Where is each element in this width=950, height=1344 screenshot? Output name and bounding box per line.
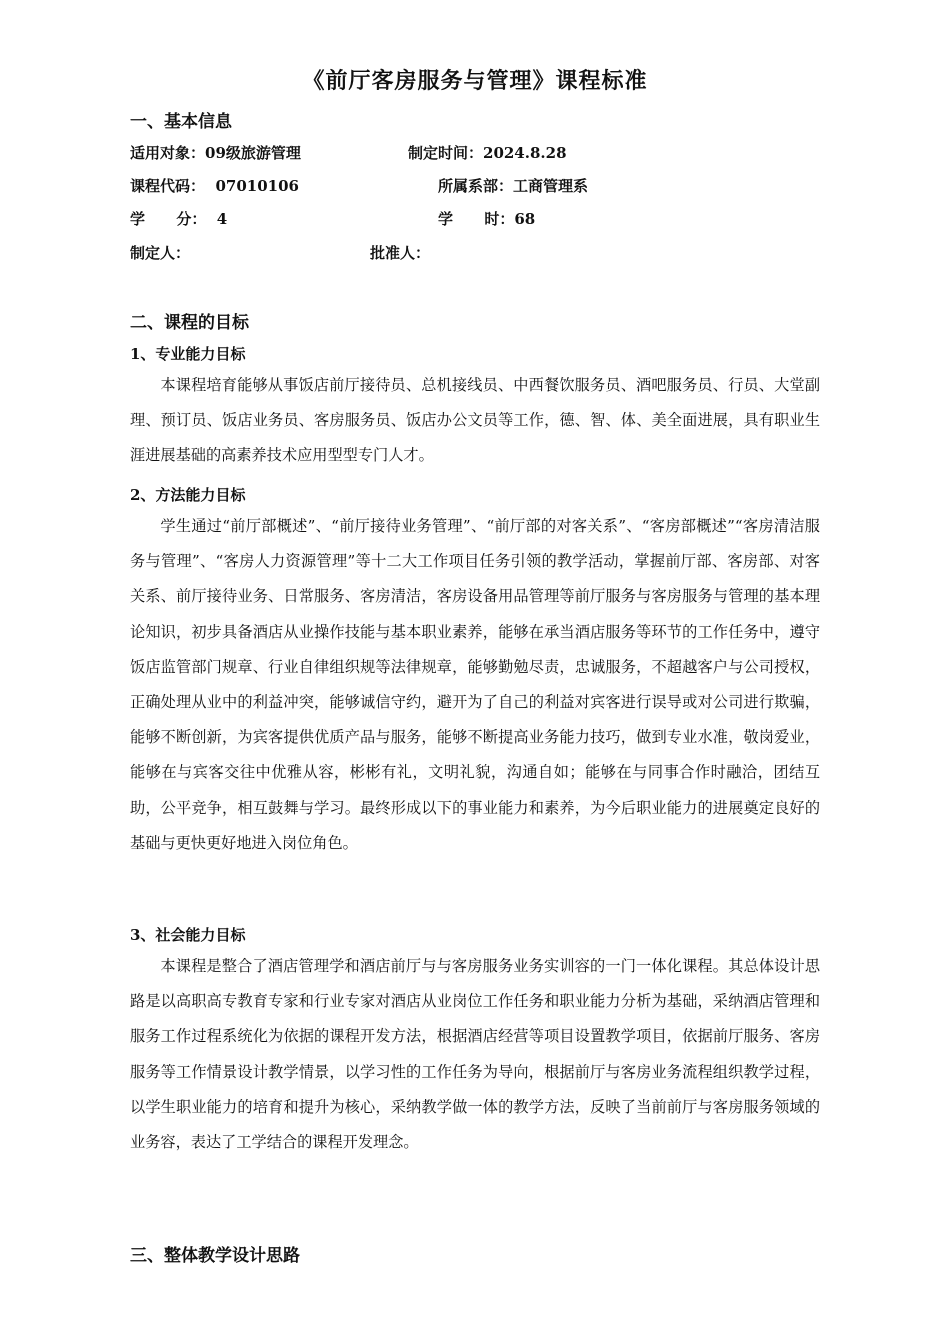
field-target: 适用对象：09级旅游管理 bbox=[130, 144, 301, 162]
subheading-social-ability: 3、社会能力目标 bbox=[130, 926, 246, 944]
field-department: 所属系部：工商管理系 bbox=[438, 177, 589, 195]
field-author: 制定人： bbox=[130, 244, 191, 262]
field-credit: 学 分： 4 bbox=[130, 210, 228, 228]
section-heading-course-goals: 二、课程的目标 bbox=[130, 313, 249, 333]
field-approver: 批准人： bbox=[370, 244, 431, 262]
subheading-method-ability: 2、方法能力目标 bbox=[130, 486, 246, 504]
field-date: 制定时间：2024.8.28 bbox=[408, 144, 567, 162]
field-course-code: 课程代码： 07010106 bbox=[130, 177, 299, 195]
document-title: 《前厅客房服务与管理》课程标准 bbox=[302, 68, 648, 94]
paragraph-method-ability: 学生通过“前厅部概述”、“前厅接待业务管理”、“前厅部的对客关系”、“客房部概述”“客房清洁服务与管理”、“客房人力资源管理”等十二大工作项目任务引领的教学活动，掌握前厅部、客房部、对客关系、前厅接待业务、日常服务、客房清洁，客房设备用品管理等前厅服务与客房服务与管理的基本理论知识，初步具备酒店从业操作技能与基本职业素养，能够在承当酒店服务等环节的工作任务中，遵守饭店监管部门规章、行业自律组织规等法律规章，能够勤勉尽责，忠诚服务，不超越客户与公司授权，正确处理从业中的利益冲突，能够诚信守约，避开为了自己的利益对宾客进行误导或对公司进行欺骗，能够不断创新，为宾客提供优质产品与服务，能够不断提高业务能力技巧，做到专业水准，敬岗爱业，能够在与宾客交往中优雅从容，彬彬有礼，文明礼貌，沟通自如；能够在与同事合作时融洽，团结互助，公平竞争，相互鼓舞与学习。最终形成以下的事业能力和素养，为今后职业能力的进展奠定良好的基础与更快更好地进入岗位角色。 bbox=[130, 517, 820, 852]
field-hours: 学 时：68 bbox=[438, 210, 536, 228]
section-heading-basic-info: 一、基本信息 bbox=[130, 112, 232, 132]
section-heading-design-approach: 三、整体教学设计思路 bbox=[130, 1246, 300, 1266]
subheading-professional-ability: 1、专业能力目标 bbox=[130, 345, 246, 363]
paragraph-professional-ability: 本课程培育能够从事饭店前厅接待员、总机接线员、中西餐饮服务员、酒吧服务员、行员、大堂副理、预订员、饭店业务员、客房服务员、饭店办公文员等工作，德、智、体、美全面进展，具有职业生涯进展基础的高素养技术应用型型专门人才。 bbox=[130, 376, 820, 465]
paragraph-social-ability: 本课程是整合了酒店管理学和酒店前厅与与客房服务业务实训容的一门一体化课程。其总体设计思路是以高职高专教育专家和行业专家对酒店从业岗位工作任务和职业能力分析为基础，采纳酒店管理和服务工作过程系统化为依据的课程开发方法，根据酒店经营等项目设置教学项目，依据前厅服务、客房服务等工作情景设计教学情景，以学习性的工作任务为导向，根据前厅与客房业务流程组织教学过程，以学生职业能力的培育和提升为核心，采纳教学做一体的教学方法，反映了当前前厅与客房服务领域的业务容，表达了工学结合的课程开发理念。 bbox=[130, 957, 820, 1152]
